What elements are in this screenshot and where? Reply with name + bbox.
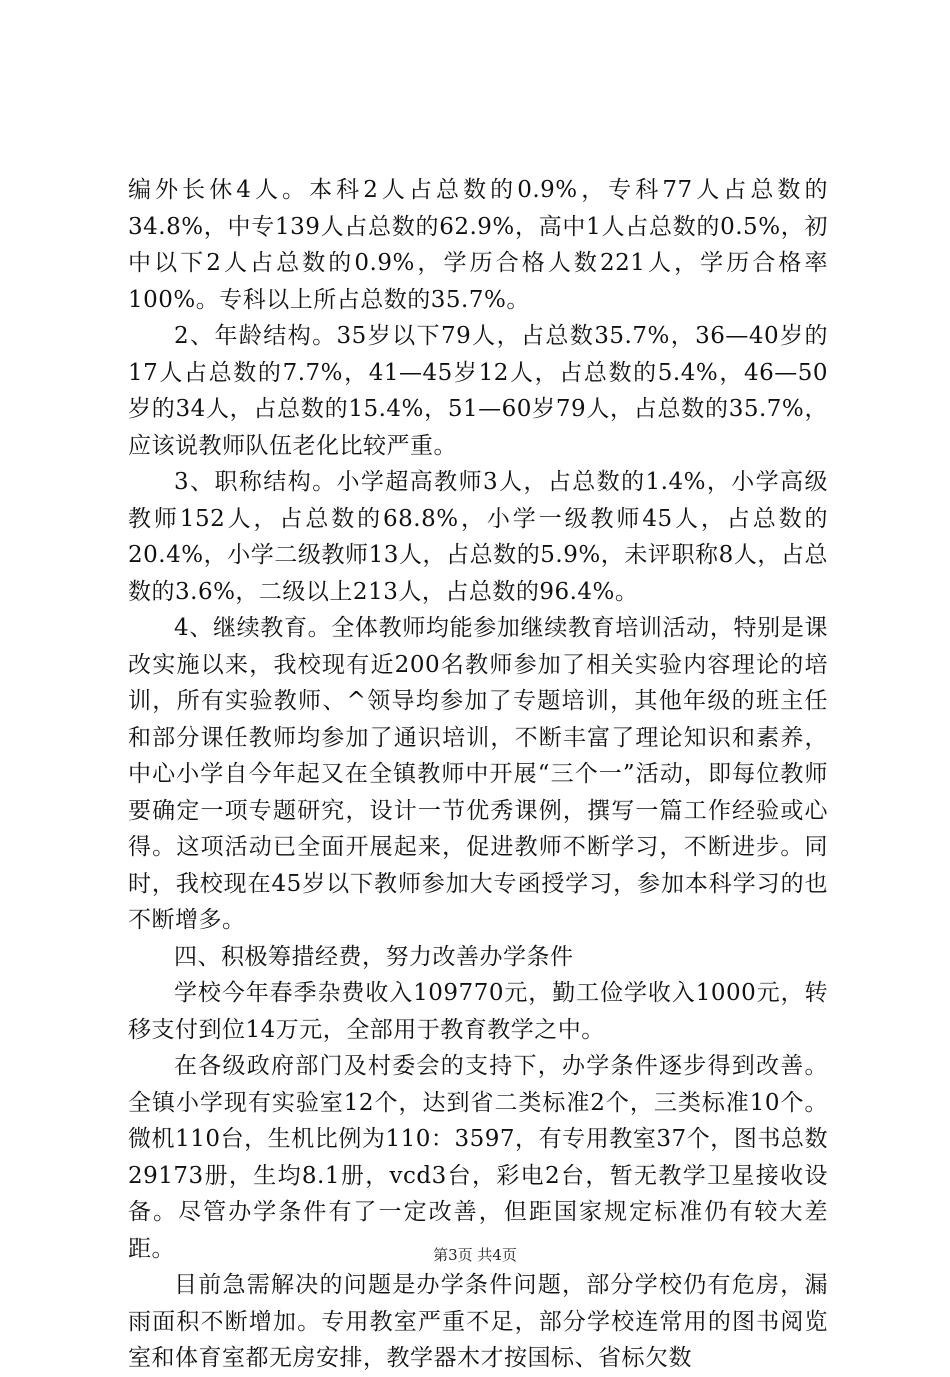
paragraph-education-stats: 编外长休4人。本科2人占总数的0.9%，专科77人占总数的34.8%，中专139人占总数的62.9%，高中1人占总数的0.5%，初中以下2人占总数的0.9%，学历合格人数221人，学历合格率100%。专科以上所占总数的35.7%。	[128, 177, 828, 313]
paragraph-urgent-issues: 目前急需解决的问题是办学条件问题，部分学校仍有危房，漏雨面积不断增加。专用教室严重不足，部分学校连常用的图书阅览室和体育室都无房安排，教学器木才按国标、省标欠数	[128, 1272, 828, 1371]
paragraph-funding: 学校今年春季杂费收入109770元，勤工俭学收入1000元，转移支付到位14万元，全部用于教育教学之中。	[128, 980, 828, 1043]
paragraph-age-structure: 2、年龄结构。35岁以下79人，占总数35.7%，36—40岁的17人占总数的7.7%，41—45岁12人，占总数的5.4%，46—50岁的34人，占总数的15.4%，51—60岁79人，占总数的35.7%，应该说教师队伍老化比较严重。	[128, 323, 828, 459]
paragraph-continuing-education: 4、继续教育。全体教师均能参加继续教育培训活动，特别是课改实施以来，我校现有近200名教师参加了相关实验内容理论的培训，所有实验教师、^领导均参加了专题培训，其他年级的班主任和部分课任教师均参加了通识培训，不断丰富了理论知识和素养，中心小学自今年起又在全镇教师中开展“三个一”活动，即每位教师要确定一项专题研究，设计一节优秀课例，撰写一篇工作经验或心得。这项活动已全面开展起来，促进教师不断学习，不断进步。同时，我校现在45岁以下教师参加大专函授学习，参加本科学习的也不断增多。	[128, 615, 828, 933]
document-body	[128, 172, 828, 1377]
paragraph-facilities: 在各级政府部门及村委会的支持下，办学条件逐步得到改善。全镇小学现有实验室12个，达到省二类标准2个，三类标准10个。微机110台，生机比例为110：3597，有专用教室37个，图书总数29173册，生均8.1册，vcd3台，彩电2台，暂无教学卫星接收设备。尽管办学条件有了一定改善，但距国家规定标准仍有较大差距。	[128, 1053, 828, 1262]
paragraph-title-structure: 3、职称结构。小学超高教师3人，占总数的1.4%，小学高级教师152人，占总数的68.8%，小学一级教师45人，占总数的20.4%，小学二级教师13人，占总数的5.9%，未评职称8人，占总数的3.6%，二级以上213人，占总数的96.4%。	[128, 469, 828, 605]
page-footer	[0, 1244, 950, 1265]
page-number-label: 第3页 共4页	[433, 1246, 517, 1264]
section-heading: 四、积极筹措经费，努力改善办学条件	[174, 943, 574, 970]
